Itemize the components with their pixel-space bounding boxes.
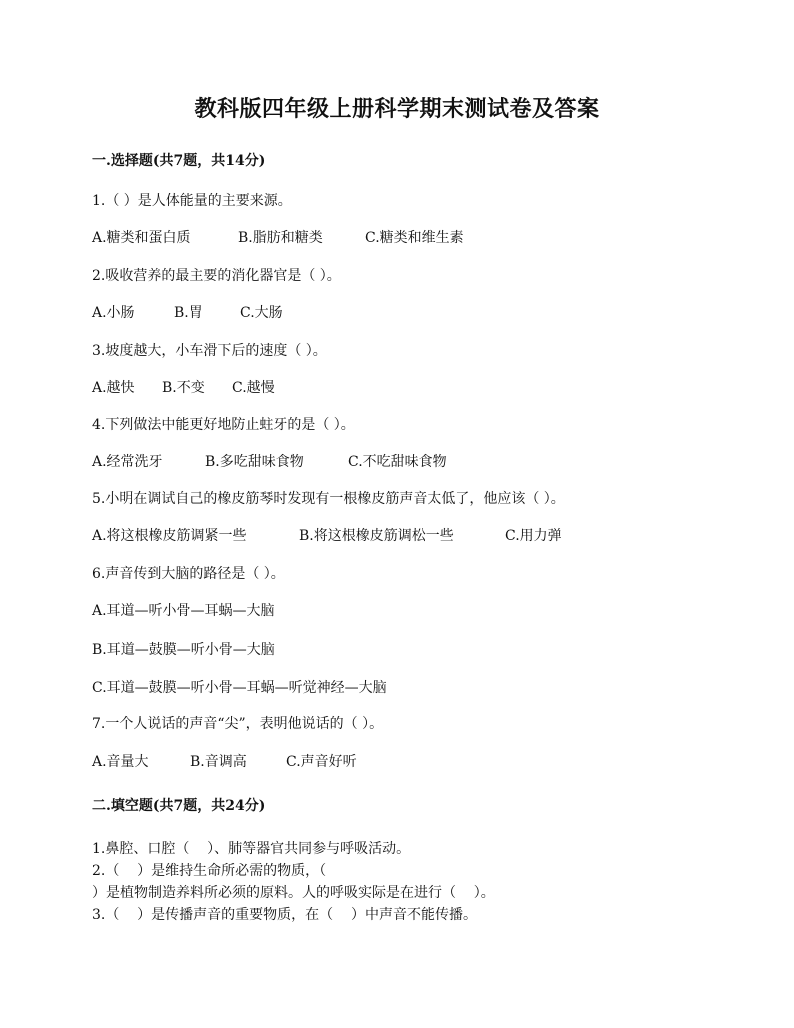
question-4-options (92, 451, 447, 471)
question-5: 5.小明在调试自己的橡皮筋琴时发现有一根橡皮筋声音太低了，他应该（ ）。 (92, 491, 565, 507)
question-6-option-c: C.耳道—鼓膜—听小骨—耳蜗—听觉神经—大脑 (92, 680, 387, 696)
question-3: 3.坡度越大，小车滑下后的速度（ ）。 (92, 343, 327, 359)
option-c: C.越慢 (232, 380, 275, 396)
option-b: B.脂肪和糖类 (238, 230, 323, 246)
question-1-options (92, 227, 464, 247)
option-a: A.将这根橡皮筋调紧一些 (92, 528, 247, 544)
option-a: A.音量大 (92, 754, 149, 770)
option-c: C.不吃甜味食物 (348, 454, 447, 470)
question-6: 6.声音传到大脑的路径是（ ）。 (92, 566, 285, 582)
fill-question-2-cont: ）是植物制造养料所必须的原料。人的呼吸实际是在进行（ ）。 (92, 885, 495, 901)
section-heading-choice: 一.选择题(共7题，共14分) (92, 153, 266, 169)
question-5-options (92, 525, 562, 545)
question-6-option-a: A.耳道—听小骨—耳蜗—大脑 (92, 603, 275, 619)
section-heading-fill-blank: 二.填空题(共7题，共24分) (92, 798, 266, 814)
option-c: C.用力弹 (505, 528, 562, 544)
question-7-options (92, 751, 357, 771)
option-a: A.糖类和蛋白质 (92, 230, 191, 246)
option-c: C.声音好听 (286, 754, 357, 770)
option-a: A.小肠 (92, 305, 135, 321)
option-a: A.经常洗牙 (92, 454, 163, 470)
fill-question-1: 1.鼻腔、口腔（ ）、肺等器官共同参与呼吸活动。 (92, 841, 411, 857)
option-a: A.越快 (92, 380, 135, 396)
option-b: B.多吃甜味食物 (205, 454, 304, 470)
option-b: B.胃 (174, 305, 203, 321)
page-title: 教科版四年级上册科学期末测试卷及答案 (194, 96, 600, 122)
option-c: C.大肠 (240, 305, 283, 321)
option-c: C.糖类和维生素 (365, 230, 464, 246)
question-7: 7.一个人说话的声音“尖”，表明他说话的（ ）。 (92, 716, 384, 732)
question-2-options (92, 302, 283, 322)
question-3-options (92, 377, 275, 397)
option-b: B.不变 (162, 380, 205, 396)
fill-question-3: 3.（ ）是传播声音的重要物质，在（ ）中声音不能传播。 (92, 907, 477, 923)
option-b: B.将这根橡皮筋调松一些 (299, 528, 454, 544)
question-4: 4.下列做法中能更好地防止蛀牙的是（ ）。 (92, 417, 355, 433)
fill-question-2: 2.（ ）是维持生命所必需的物质，（ (92, 863, 327, 879)
question-1: 1.（ ）是人体能量的主要来源。 (92, 193, 292, 209)
question-6-option-b: B.耳道—鼓膜—听小骨—大脑 (92, 642, 275, 658)
question-2: 2.吸收营养的最主要的消化器官是（ ）。 (92, 268, 341, 284)
option-b: B.音调高 (190, 754, 247, 770)
